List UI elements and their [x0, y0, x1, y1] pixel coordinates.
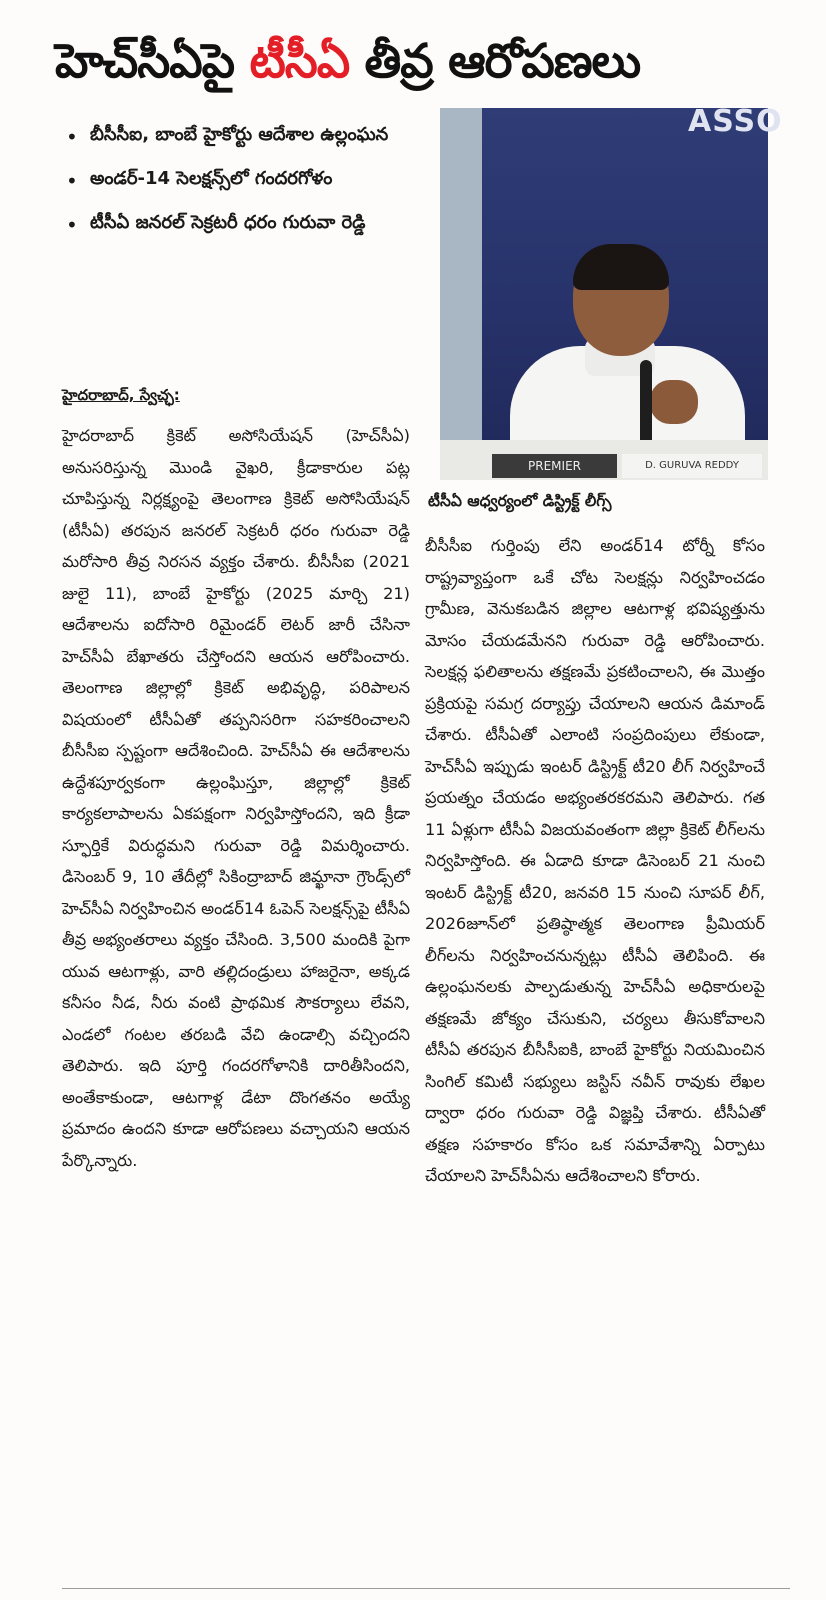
highlight-item — [60, 206, 420, 240]
speaker-photo — [440, 104, 783, 480]
headline-part-3: తీవ్ర ఆరోపణలు — [349, 34, 641, 89]
highlight-text: అండర్-14 సెలక్షన్స్‌లో గందరగోళం — [90, 168, 333, 189]
photo-nameplate-left: PREMIER — [492, 454, 617, 478]
photo-nameplate-right: D. GURUVA REDDY — [622, 454, 762, 478]
section-subheading: టీసీఏ ఆధ్వర్యంలో డిస్ట్రిక్ట్ లీగ్స్ — [428, 492, 612, 510]
photo-wall — [440, 108, 482, 480]
headline — [55, 22, 815, 102]
bullet-icon: • — [66, 125, 78, 149]
highlight-item — [60, 118, 420, 152]
highlight-text: బీసీసీఐ, బాంబే హైకోర్టు ఆదేశాల ఉల్లంఘన — [90, 124, 389, 145]
bullet-icon: • — [66, 169, 78, 193]
highlights-list — [60, 118, 420, 250]
photo-backdrop-text: ASSO — [688, 104, 783, 139]
article-body-left: హైదరాబాద్ క్రికెట్ అసోసియేషన్ (హెచ్‌సీఏ) అనుసరిస్తున్న మొండి వైఖరి, క్రీడాకారుల పట్ల చూపిస్తున్న నిర్లక్ష్యంపై తెలంగాణ క్రికెట్ అసోసియేషన్ (టీసీఏ) తరపున జనరల్ సెక్రటరీ ధరం గురువా రెడ్డి మరోసారి తీవ్ర నిరసన వ్యక్తం చేశారు. బీసీసీఐ (2021 జులై 11), బాంబే హైకోర్టు (2025 మార్చి 21) ఆదేశాలను ఐదోసారి రిమైండర్ లెటర్ జారీ చేసినా హెచ్‌సీఏ బేఖాతరు చేస్తోందని ఆయన ఆరోపించారు. తెలంగాణ జిల్లాల్లో క్రికెట్ అభివృద్ధి, పరిపాలన విషయంలో టీసీఏతో తప్పనిసరిగా సహకరించాలని బీసీసీఐ స్పష్టంగా ఆదేశించింది. హెచ్‌సీఏ ఈ ఆదేశాలను ఉద్దేశపూర్వకంగా ఉల్లంఘిస్తూ, జిల్లాల్లో క్రికెట్ కార్యకలాపాలను ఏకపక్షంగా నిర్వహిస్తోందని, ఇది క్రీడా స్ఫూర్తికే విరుద్ధమని గురువా రెడ్డి విమర్శించారు. డిసెంబర్ 9, 10 తేదీల్లో సికింద్రాబాద్ జిమ్ఖానా గ్రౌండ్స్‌లో హెచ్‌సీఏ నిర్వహించిన అండర్14 ఓపెన్ సెలక్షన్స్‌పై టీసీఏ తీవ్ర అభ్యంతరాలు వ్యక్తం చేసింది. 3,500 మందికి పైగా యువ ఆటగాళ్లు, వారి తల్లిదండ్రులు హాజరైనా, అక్కడ కనీసం నీడ, నీరు వంటి ప్రాథమిక సౌకర్యాలు లేవని, ఎండలో గంటల తరబడి వేచి ఉండాల్సి వచ్చిందని తెలిపారు. ఇది పూర్తి గందరగోళానికి దారితీసిందని, అంతేకాకుండా, ఆటగాళ్ల డేటా దొంగతనం అయ్యే ప్రమాదం ఉందని కూడా ఆరోపణలు వచ్చాయని ఆయన పేర్కొన్నారు. — [62, 426, 410, 1170]
highlight-item — [60, 162, 420, 196]
dateline: హైదరాబాద్, స్వేచ్ఛ: — [62, 386, 180, 404]
headline-highlight: టీసీఏ — [249, 34, 350, 89]
article-body-right: బీసీసీఐ గుర్తింపు లేని అండర్14 టోర్నీ కోసం రాష్ట్రవ్యాప్తంగా ఒకే చోట సెలక్షన్లు నిర్వహించడం గ్రామీణ, వెనుకబడిన జిల్లాల ఆటగాళ్ల భవిష్యత్తును మోసం చేయడమేనని గురువా రెడ్డి ఆరోపించారు. సెలక్షన్ల ఫలితాలను తక్షణమే ప్రకటించాలని, ఈ మొత్తం ప్రక్రియపై సమగ్ర దర్యాప్తు చేయాలని ఆయన డిమాండ్ చేశారు. టీసీఏతో ఎలాంటి సంప్రదింపులు లేకుండా, హెచ్‌సీఏ ఇప్పుడు ఇంటర్ డిస్ట్రిక్ట్ టీ20 లీగ్ నిర్వహించే ప్రయత్నం చేయడం అభ్యంతరకరమని తెలిపారు. గత 11 ఏళ్లుగా టీసీఏ విజయవంతంగా జిల్లా క్రికెట్ లీగ్‌లను నిర్వహిస్తోంది. ఈ ఏడాది కూడా డిసెంబర్ 21 నుంచి ఇంటర్ డిస్ట్రిక్ట్ టీ20, జనవరి 15 నుంచి సూపర్ లీగ్, 2026జూన్‌లో ప్రతిష్ఠాత్మక తెలంగాణ ప్రీమియర్ లీగ్‌లను నిర్వహించనున్నట్లు టీసీఏ తెలిపింది. ఈ ఉల్లంఘనలకు పాల్పడుతున్న హెచ్‌సీఏ అధికారులపై తక్షణమే జోక్యం చేసుకుని, చర్యలు తీసుకోవాలని టీసీఏ తరపున బీసీసీఐకి, బాంబే హైకోర్టు నియమించిన సింగిల్ కమిటీ సభ్యులు జస్టిస్ నవీన్ రావుకు లేఖల ద్వారా ధరం గురువా రెడ్డి విజ్ఞప్తి చేశారు. టీసీఏతో తక్షణ సహకారం కోసం ఒక సమావేశాన్ని ఏర్పాటు చేయాలని హెచ్‌సీఏను ఆదేశించాలని కోరారు. — [425, 536, 765, 1185]
article-column-left — [62, 420, 410, 1176]
headline-part-1: హెచ్‌సీఏపై — [55, 34, 250, 89]
article-column-right — [425, 530, 765, 1192]
highlight-text: టీసీఏ జనరల్ సెక్రటరీ ధరం గురువా రెడ్డి — [90, 212, 366, 233]
bullet-icon: • — [66, 213, 78, 237]
photo-hair — [573, 244, 669, 290]
bottom-divider — [62, 1588, 790, 1589]
photo-hand — [650, 380, 698, 424]
